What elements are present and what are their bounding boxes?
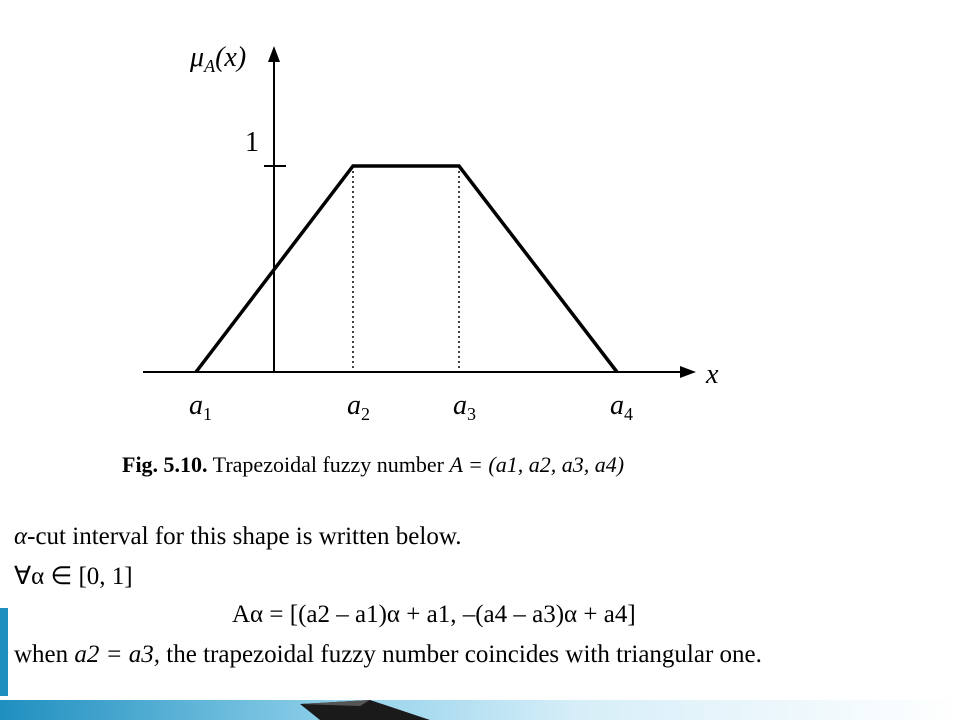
y-axis-label: $\mu_A(x)$ (190, 42, 247, 76)
one-label: 1 (245, 127, 259, 158)
label-a2: $a_2$ (347, 390, 370, 424)
alpha-symbol: α (14, 523, 28, 550)
left-accent-bar (0, 608, 8, 696)
caption-formula: A = (a1, a2, a3, a4) (449, 452, 625, 477)
coincide-line (14, 642, 762, 667)
alpha-cut-intro (14, 524, 462, 549)
alpha-cut-formula: Aα = [(a2 – a1)α + a1, –(a4 – a3)α + a4] (232, 601, 636, 628)
label-a3: $a_3$ (453, 390, 476, 424)
coincide-start: when (14, 641, 69, 668)
x-axis-arrow (680, 366, 696, 378)
label-a1: $a_1$ (189, 390, 212, 424)
forall-line: ∀α ∈ [0, 1] (14, 563, 133, 590)
trapezoid-shape (196, 166, 617, 372)
coincide-condition: a2 = a3, (74, 641, 161, 668)
label-a4: $a_4$ (610, 390, 633, 424)
caption-title: Trapezoidal fuzzy number (212, 452, 445, 477)
coincide-rest: the trapezoidal fuzzy number coincides with triangular one. (166, 641, 762, 668)
bottom-accent-bar (0, 700, 960, 720)
y-axis-arrow (268, 46, 280, 62)
x-axis-label: x (706, 359, 719, 390)
alpha-cut-intro-text: -cut interval for this shape is written below. (27, 523, 462, 550)
caption-fig-label: Fig. 5.10. (122, 452, 208, 477)
figure-caption (122, 452, 624, 478)
